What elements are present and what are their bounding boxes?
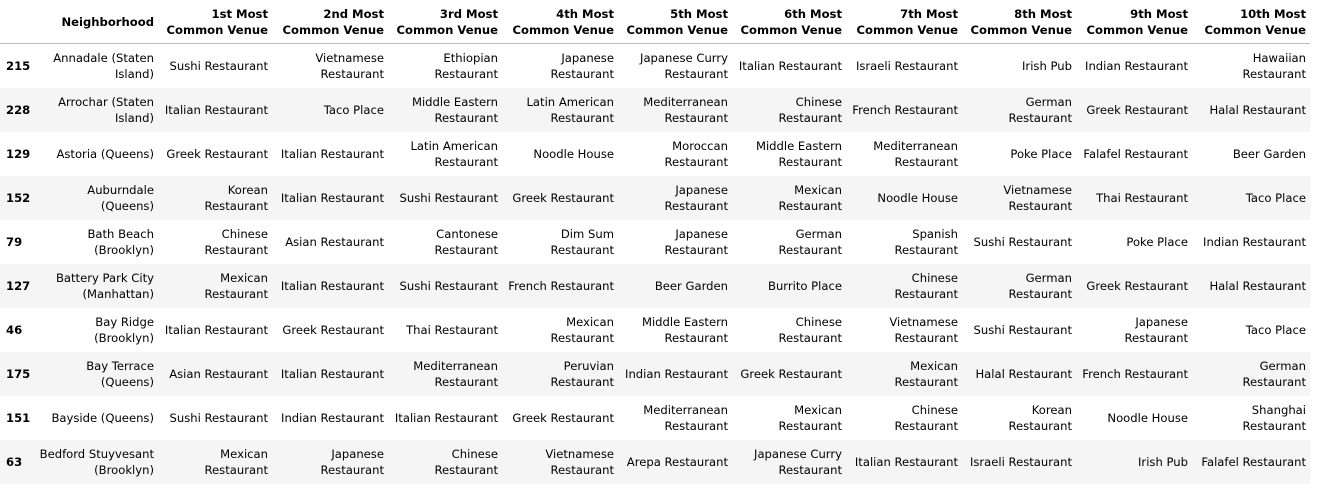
venue-cell: Falafel Restaurant xyxy=(1083,147,1188,161)
table-row xyxy=(0,308,1310,352)
venue-cell: Sushi Restaurant xyxy=(399,279,498,293)
row-index: 215 xyxy=(6,59,31,73)
venue-cell: Korean Restaurant xyxy=(204,183,268,213)
venue-cell: Italian Restaurant xyxy=(280,279,384,293)
venue-cell: Japanese Restaurant xyxy=(1124,315,1188,345)
table-row xyxy=(0,132,1310,176)
neighborhood-cell: Bedford Stuyvesant (Brooklyn) xyxy=(39,447,154,477)
venue-cell: Thai Restaurant xyxy=(1096,191,1188,205)
venue-cell: Mediterranean Restaurant xyxy=(873,139,958,169)
venue-cell: Chinese Restaurant xyxy=(204,227,268,257)
neighborhood-cell: Battery Park City (Manhattan) xyxy=(55,271,154,301)
venue-cell: Vietnamese Restaurant xyxy=(1003,183,1072,213)
venue-cell: Arepa Restaurant xyxy=(626,455,728,469)
row-index: 228 xyxy=(6,103,31,117)
venue-cell: Italian Restaurant xyxy=(280,191,384,205)
table-row xyxy=(0,264,1310,308)
row-index: 127 xyxy=(6,279,31,293)
venue-cell: Chinese Restaurant xyxy=(894,403,958,433)
venue-cell: Indian Restaurant xyxy=(1203,235,1306,249)
column-header: 7th Most Common Venue xyxy=(846,0,962,44)
venue-cell: Greek Restaurant xyxy=(166,147,268,161)
venue-cell: Sushi Restaurant xyxy=(169,59,268,73)
venue-cell: German Restaurant xyxy=(1008,95,1072,125)
row-index: 129 xyxy=(6,147,31,161)
venue-cell: Chinese Restaurant xyxy=(894,271,958,301)
column-header: 6th Most Common Venue xyxy=(732,0,846,44)
venue-cell: Italian Restaurant xyxy=(738,59,842,73)
venue-cell: French Restaurant xyxy=(1082,367,1188,381)
venue-cell: Poke Place xyxy=(1010,147,1072,161)
column-header: 1st Most Common Venue xyxy=(158,0,272,44)
venue-cell: German Restaurant xyxy=(778,227,842,257)
venue-cell: Dim Sum Restaurant xyxy=(550,227,614,257)
venue-cell: Japanese Restaurant xyxy=(664,227,728,257)
venue-cell: Mexican Restaurant xyxy=(204,447,268,477)
venue-cell: Middle Eastern Restaurant xyxy=(411,95,498,125)
venue-cell: Moroccan Restaurant xyxy=(664,139,728,169)
venue-cell: Greek Restaurant xyxy=(512,411,614,425)
venue-cell: Italian Restaurant xyxy=(280,147,384,161)
venue-cell: Italian Restaurant xyxy=(164,323,268,337)
venue-cell: Greek Restaurant xyxy=(740,367,842,381)
venue-cell: Hawaiian Restaurant xyxy=(1242,51,1306,81)
venue-cell: Sushi Restaurant xyxy=(399,191,498,205)
venue-cell: Japanese Restaurant xyxy=(664,183,728,213)
venue-cell: Japanese Curry Restaurant xyxy=(640,51,728,81)
neighborhood-cell: Bay Ridge (Brooklyn) xyxy=(94,315,154,345)
venue-cell: Mediterranean Restaurant xyxy=(643,403,728,433)
table-row xyxy=(0,220,1310,264)
column-header: 3rd Most Common Venue xyxy=(388,0,502,44)
venue-cell: German Restaurant xyxy=(1008,271,1072,301)
venue-cell: Peruvian Restaurant xyxy=(550,359,614,389)
venue-cell: Vietnamese Restaurant xyxy=(545,447,614,477)
venue-cell: German Restaurant xyxy=(1242,359,1306,389)
column-header: 5th Most Common Venue xyxy=(618,0,732,44)
venue-cell: Shanghai Restaurant xyxy=(1242,403,1306,433)
venue-cell: Taco Place xyxy=(323,103,384,117)
venue-cell: Cantonese Restaurant xyxy=(434,227,498,257)
venue-cell: Italian Restaurant xyxy=(854,455,958,469)
neighborhood-cell: Bay Terrace (Queens) xyxy=(86,359,154,389)
table-row xyxy=(0,44,1310,89)
column-header: 9th Most Common Venue xyxy=(1076,0,1192,44)
venue-cell: Italian Restaurant xyxy=(164,103,268,117)
venue-cell: Italian Restaurant xyxy=(280,367,384,381)
venue-cell: Chinese Restaurant xyxy=(434,447,498,477)
venue-cell: Beer Garden xyxy=(654,279,728,293)
row-index: 152 xyxy=(6,191,31,205)
venue-cell: Mediterranean Restaurant xyxy=(413,359,498,389)
venue-cell: Mexican Restaurant xyxy=(894,359,958,389)
venue-cell: Halal Restaurant xyxy=(1209,279,1306,293)
venue-cell: Chinese Restaurant xyxy=(778,315,842,345)
venue-cell: Latin American Restaurant xyxy=(410,139,498,169)
venue-cell: Indian Restaurant xyxy=(281,411,384,425)
venue-cell: Sushi Restaurant xyxy=(973,235,1072,249)
venue-cell: Vietnamese Restaurant xyxy=(315,51,384,81)
venue-cell: Greek Restaurant xyxy=(512,191,614,205)
venue-cell: Halal Restaurant xyxy=(975,367,1072,381)
venue-cell: Thai Restaurant xyxy=(406,323,498,337)
venue-cell: Noodle House xyxy=(533,147,614,161)
venue-cell: Asian Restaurant xyxy=(169,367,268,381)
venue-cell: Indian Restaurant xyxy=(625,367,728,381)
venue-cell: Beer Garden xyxy=(1232,147,1306,161)
venue-cell: Korean Restaurant xyxy=(1008,403,1072,433)
venue-cell: Asian Restaurant xyxy=(285,235,384,249)
row-index: 175 xyxy=(6,367,31,381)
table-row xyxy=(0,440,1310,484)
table-row xyxy=(0,88,1310,132)
table-body xyxy=(0,44,1310,485)
row-index: 63 xyxy=(6,455,23,469)
neighborhood-cell: Annadale (Staten Island) xyxy=(53,51,154,81)
column-header: 2nd Most Common Venue xyxy=(272,0,388,44)
table-row xyxy=(0,396,1310,440)
column-header: 10th Most Common Venue xyxy=(1192,0,1310,44)
neighborhood-cell: Bayside (Queens) xyxy=(51,411,154,425)
venue-cell: Taco Place xyxy=(1245,323,1306,337)
venue-cell: Indian Restaurant xyxy=(1085,59,1188,73)
venue-cell: Middle Eastern Restaurant xyxy=(641,315,728,345)
row-index: 151 xyxy=(6,411,31,425)
column-header: Neighborhood xyxy=(34,0,158,44)
venue-cell: Middle Eastern Restaurant xyxy=(755,139,842,169)
venue-cell: Mexican Restaurant xyxy=(778,403,842,433)
table-row xyxy=(0,176,1310,220)
column-header: 8th Most Common Venue xyxy=(962,0,1076,44)
venue-cell: Sushi Restaurant xyxy=(169,411,268,425)
venue-cell: Mediterranean Restaurant xyxy=(643,95,728,125)
venue-cell: Spanish Restaurant xyxy=(894,227,958,257)
venue-cell: Poke Place xyxy=(1126,235,1188,249)
venue-cell: Chinese Restaurant xyxy=(778,95,842,125)
venue-cell: Sushi Restaurant xyxy=(973,323,1072,337)
neighborhood-cell: Arrochar (Staten Island) xyxy=(58,95,154,125)
venue-cell: Italian Restaurant xyxy=(394,411,498,425)
venue-cell: Greek Restaurant xyxy=(282,323,384,337)
venue-cell: Irish Pub xyxy=(1022,59,1072,73)
venue-cell: Mexican Restaurant xyxy=(550,315,614,345)
venue-cell: Noodle House xyxy=(877,191,958,205)
venue-cell: French Restaurant xyxy=(508,279,614,293)
neighborhood-cell: Astoria (Queens) xyxy=(56,147,154,161)
venue-cell: Irish Pub xyxy=(1138,455,1188,469)
venue-cell: French Restaurant xyxy=(852,103,958,117)
venue-cell: Greek Restaurant xyxy=(1086,103,1188,117)
venue-cell: Vietnamese Restaurant xyxy=(889,315,958,345)
table-header-row xyxy=(0,0,1310,44)
row-index: 46 xyxy=(6,323,23,337)
index-header xyxy=(0,0,34,44)
venue-cell: Japanese Restaurant xyxy=(320,447,384,477)
venue-cell: Mexican Restaurant xyxy=(778,183,842,213)
venue-cell: Burrito Place xyxy=(767,279,842,293)
column-header: 4th Most Common Venue xyxy=(502,0,618,44)
venue-cell: Greek Restaurant xyxy=(1086,279,1188,293)
table-row xyxy=(0,352,1310,396)
row-index: 79 xyxy=(6,235,23,249)
venue-cell: Noodle House xyxy=(1107,411,1188,425)
venue-cell: Taco Place xyxy=(1245,191,1306,205)
neighborhood-cell: Auburndale (Queens) xyxy=(87,183,154,213)
neighborhood-cell: Bath Beach (Brooklyn) xyxy=(87,227,154,257)
venue-cell: Israeli Restaurant xyxy=(855,59,958,73)
venue-cell: Japanese Curry Restaurant xyxy=(754,447,842,477)
venue-cell: Latin American Restaurant xyxy=(526,95,614,125)
venue-cell: Israeli Restaurant xyxy=(969,455,1072,469)
venue-cell: Mexican Restaurant xyxy=(204,271,268,301)
venue-cell: Ethiopian Restaurant xyxy=(434,51,498,81)
venue-cell: Falafel Restaurant xyxy=(1201,455,1306,469)
venue-cell: Halal Restaurant xyxy=(1209,103,1306,117)
venue-cell: Japanese Restaurant xyxy=(550,51,614,81)
